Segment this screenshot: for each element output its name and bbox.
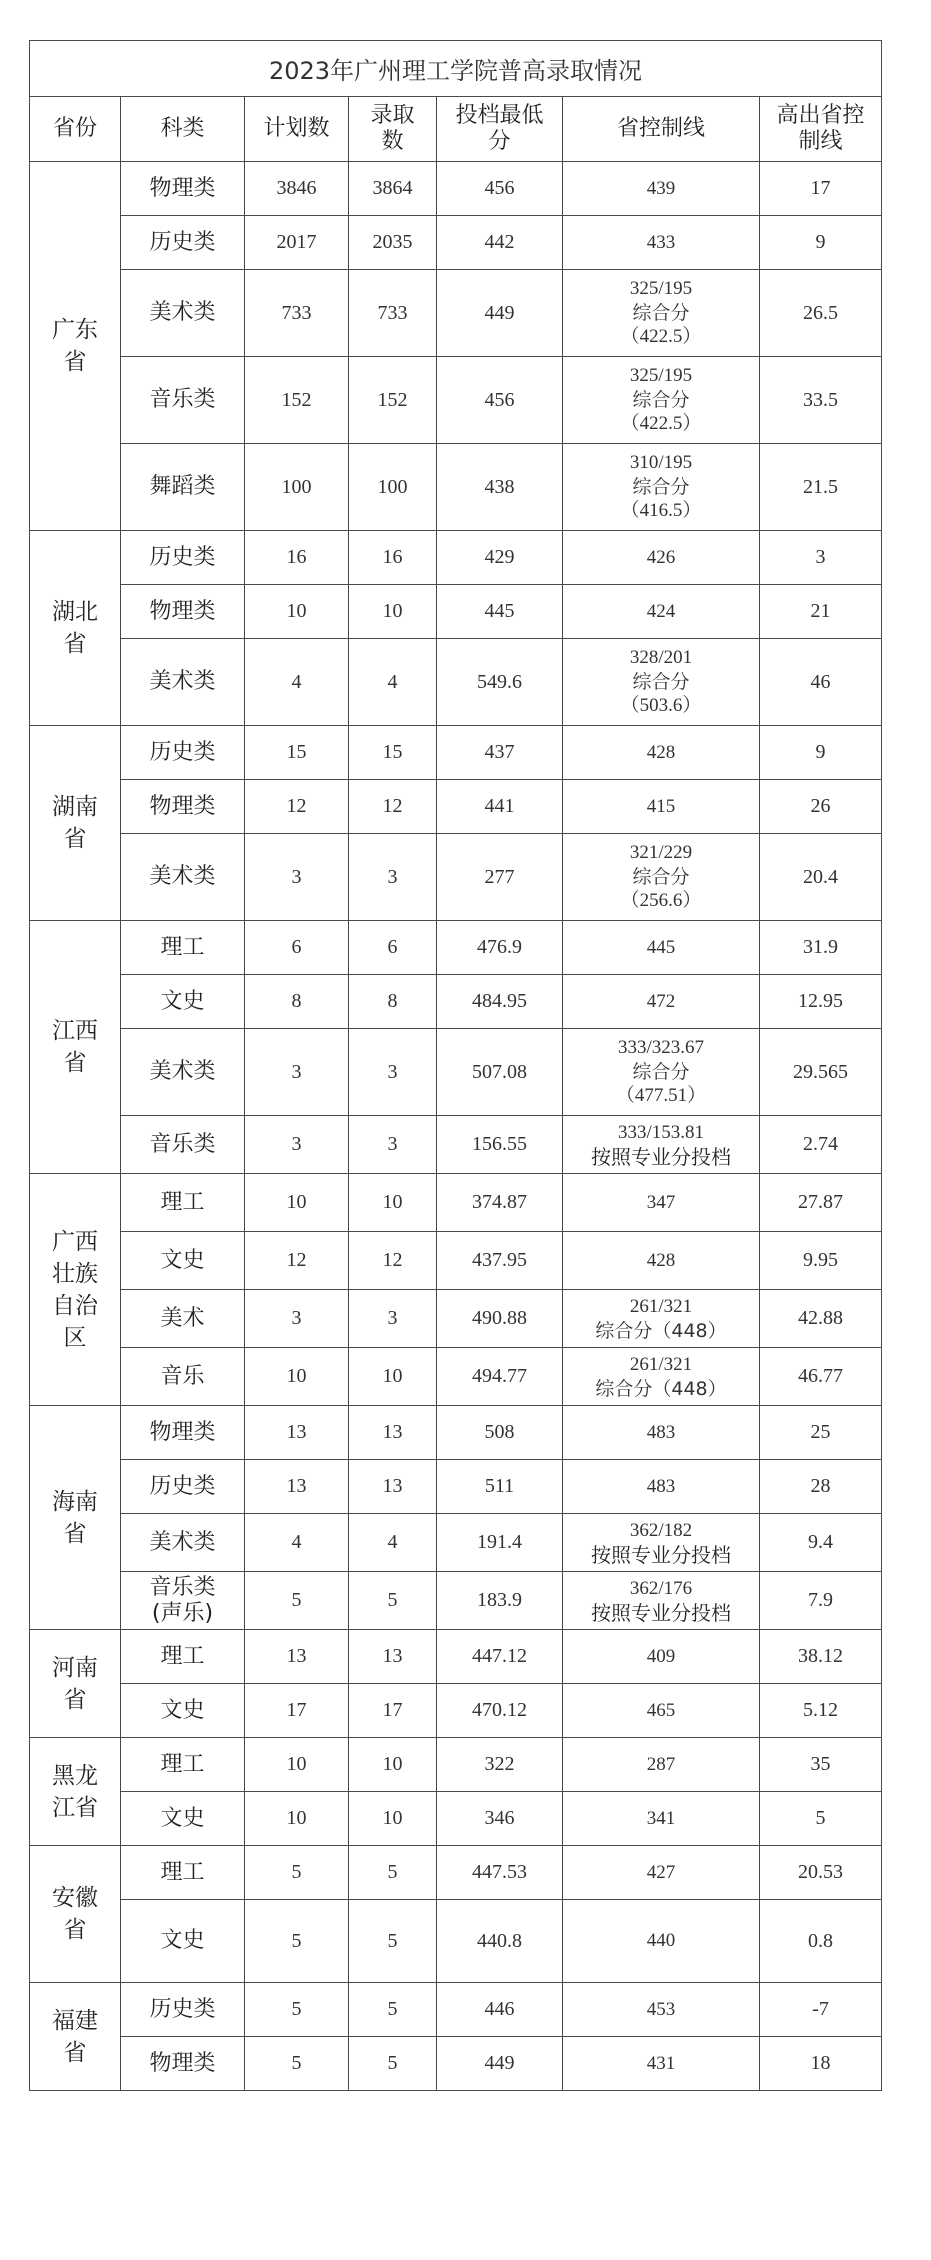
table-row [30,357,882,444]
control-line-text: （422.5） [620,326,702,347]
above-line-cell: 7.9 [760,1572,882,1630]
control-line-text: 综合分 [632,1061,690,1083]
above-line-cell: 25 [760,1406,882,1460]
admitted-count-cell: 10 [349,585,437,639]
table-row [30,921,882,975]
above-line-cell: 3 [760,531,882,585]
control-line-cell [563,1290,760,1348]
admitted-count-cell: 4 [349,639,437,726]
above-line-cell: 42.88 [760,1290,882,1348]
plan-count-cell: 16 [245,531,349,585]
category-cell: 理工 [121,1846,245,1900]
plan-count-cell: 15 [245,726,349,780]
control-line-text: 310/195 [629,452,693,473]
control-line-text: 328/201 [629,647,693,668]
min-score-cell: 490.88 [437,1290,563,1348]
province-cell: 广西 壮族 自治 区 [30,1174,121,1406]
min-score-cell: 476.9 [437,921,563,975]
min-score-cell: 456 [437,357,563,444]
category-cell: 物理类 [121,2037,245,2091]
category-cell: 音乐 [121,1348,245,1406]
control-line-text: 综合分 [632,866,690,888]
table-row [30,1029,882,1116]
admitted-count-cell: 10 [349,1174,437,1232]
control-line-text: 综合分 [632,671,690,693]
above-line-cell: 46 [760,639,882,726]
admitted-count-cell: 12 [349,1232,437,1290]
admitted-count-cell: 13 [349,1460,437,1514]
control-line-text: 472 [646,990,676,1012]
plan-count-cell: 10 [245,1792,349,1846]
table-row [30,975,882,1029]
control-line-text: 431 [646,2052,676,2074]
admitted-count-cell: 17 [349,1684,437,1738]
above-line-cell: 21 [760,585,882,639]
table-row [30,780,882,834]
admitted-count-cell: 152 [349,357,437,444]
table-row [30,1684,882,1738]
plan-count-cell: 10 [245,1738,349,1792]
control-line-text: 483 [646,1475,676,1497]
control-line-text: 321/229 [629,842,693,863]
province-cell: 江西 省 [30,921,121,1174]
category-cell: 物理类 [121,780,245,834]
above-line-cell: 12.95 [760,975,882,1029]
province-cell: 黑龙 江省 [30,1738,121,1846]
plan-count-cell: 4 [245,639,349,726]
plan-count-cell: 10 [245,1174,349,1232]
admitted-count-cell: 16 [349,531,437,585]
province-cell: 湖南 省 [30,726,121,921]
control-line-text: （477.51） [615,1085,707,1106]
control-line-cell [563,1406,760,1460]
province-cell: 福建 省 [30,1983,121,2091]
category-cell: 舞蹈类 [121,444,245,531]
admitted-count-cell: 8 [349,975,437,1029]
table-row [30,270,882,357]
category-cell: 美术类 [121,1514,245,1572]
admitted-count-cell: 5 [349,1846,437,1900]
above-line-cell: 26.5 [760,270,882,357]
category-cell: 文史 [121,1684,245,1738]
plan-count-cell: 12 [245,1232,349,1290]
above-line-cell: 26 [760,780,882,834]
min-score-cell: 449 [437,2037,563,2091]
table-row [30,1983,882,2037]
control-line-cell [563,1846,760,1900]
above-line-cell: 29.565 [760,1029,882,1116]
control-line-cell [563,357,760,444]
admitted-count-cell: 5 [349,1983,437,2037]
control-line-text: 362/182 [629,1519,693,1541]
min-score-cell: 470.12 [437,1684,563,1738]
admitted-count-cell: 15 [349,726,437,780]
category-cell: 历史类 [121,531,245,585]
plan-count-cell: 152 [245,357,349,444]
min-score-cell: 438 [437,444,563,531]
table-body [30,162,882,2091]
table-row [30,1460,882,1514]
control-line-text: 按照专业分投档 [591,1542,731,1567]
header-plan: 计划数 [245,97,349,162]
control-line-cell [563,1900,760,1983]
control-line-text: 409 [646,1645,676,1667]
control-line-text: 261/321 [629,1295,693,1317]
control-line-text: 433 [646,231,676,253]
min-score-cell: 549.6 [437,639,563,726]
table-row [30,1174,882,1232]
control-line-cell [563,1572,760,1630]
admitted-count-cell: 733 [349,270,437,357]
above-line-cell: 21.5 [760,444,882,531]
control-line-cell [563,921,760,975]
plan-count-cell: 13 [245,1406,349,1460]
plan-count-cell: 100 [245,444,349,531]
control-line-cell [563,270,760,357]
table-row [30,216,882,270]
plan-count-cell: 8 [245,975,349,1029]
province-cell: 广东 省 [30,162,121,531]
control-line-text: 287 [646,1753,676,1775]
table-row [30,1738,882,1792]
plan-count-cell: 733 [245,270,349,357]
control-line-cell [563,1174,760,1232]
admitted-count-cell: 13 [349,1406,437,1460]
control-line-cell [563,1684,760,1738]
admitted-count-cell: 3 [349,834,437,921]
plan-count-cell: 13 [245,1460,349,1514]
table-title: 2023年广州理工学院普高录取情况 [30,41,882,97]
province-cell: 河南 省 [30,1630,121,1738]
control-line-cell [563,1792,760,1846]
category-cell: 文史 [121,975,245,1029]
category-cell: 物理类 [121,162,245,216]
min-score-cell: 156.55 [437,1116,563,1174]
plan-count-cell: 6 [245,921,349,975]
min-score-cell: 507.08 [437,1029,563,1116]
control-line-cell [563,639,760,726]
above-line-cell: 18 [760,2037,882,2091]
min-score-cell: 440.8 [437,1900,563,1983]
above-line-cell: 38.12 [760,1630,882,1684]
control-line-text: 440 [646,1930,676,1951]
control-line-text: （503.6） [620,695,702,716]
province-cell: 海南 省 [30,1406,121,1630]
min-score-cell: 191.4 [437,1514,563,1572]
control-line-text: 341 [646,1807,676,1829]
control-line-text: 325/195 [629,278,693,299]
control-line-cell [563,780,760,834]
control-line-cell [563,834,760,921]
header-min-score: 投档最低 分 [437,97,563,162]
table-row [30,1572,882,1630]
above-line-cell: 5 [760,1792,882,1846]
plan-count-cell: 5 [245,2037,349,2091]
admission-sheet [29,40,881,2091]
above-line-cell: 9.4 [760,1514,882,1572]
table-row [30,585,882,639]
admitted-count-cell: 12 [349,780,437,834]
table-row [30,1406,882,1460]
control-line-text: 综合分（448） [595,1377,727,1400]
control-line-text: 428 [646,741,676,763]
plan-count-cell: 3846 [245,162,349,216]
admitted-count-cell: 6 [349,921,437,975]
above-line-cell: 2.74 [760,1116,882,1174]
control-line-text: 261/321 [629,1353,693,1375]
control-line-text: 428 [646,1249,676,1271]
above-line-cell: 20.53 [760,1846,882,1900]
control-line-text: 362/176 [629,1577,693,1599]
category-cell: 历史类 [121,216,245,270]
above-line-cell: 33.5 [760,357,882,444]
plan-count-cell: 5 [245,1572,349,1630]
table-row [30,2037,882,2091]
header-row [30,97,882,162]
control-line-cell [563,2037,760,2091]
category-cell: 美术类 [121,639,245,726]
category-cell: 历史类 [121,1460,245,1514]
table-row [30,531,882,585]
control-line-cell [563,1514,760,1572]
table-row [30,444,882,531]
admitted-count-cell: 3864 [349,162,437,216]
above-line-cell: 31.9 [760,921,882,975]
min-score-cell: 441 [437,780,563,834]
min-score-cell: 346 [437,1792,563,1846]
plan-count-cell: 2017 [245,216,349,270]
control-line-text: 465 [646,1699,676,1721]
table-row [30,1900,882,1983]
category-cell: 音乐类 (声乐) [121,1572,245,1630]
min-score-cell: 442 [437,216,563,270]
plan-count-cell: 3 [245,1290,349,1348]
category-cell: 物理类 [121,585,245,639]
admitted-count-cell: 3 [349,1116,437,1174]
above-line-cell: 35 [760,1738,882,1792]
table-row [30,1514,882,1572]
plan-count-cell: 10 [245,1348,349,1406]
admitted-count-cell: 5 [349,2037,437,2091]
min-score-cell: 494.77 [437,1348,563,1406]
min-score-cell: 446 [437,1983,563,2037]
plan-count-cell: 17 [245,1684,349,1738]
min-score-cell: 447.12 [437,1630,563,1684]
admission-table [29,40,882,2091]
plan-count-cell: 3 [245,1029,349,1116]
category-cell: 音乐类 [121,1116,245,1174]
control-line-cell [563,726,760,780]
control-line-text: 426 [646,546,676,568]
plan-count-cell: 5 [245,1846,349,1900]
plan-count-cell: 3 [245,1116,349,1174]
admitted-count-cell: 13 [349,1630,437,1684]
min-score-cell: 456 [437,162,563,216]
min-score-cell: 511 [437,1460,563,1514]
province-cell: 安徽 省 [30,1846,121,1983]
control-line-cell [563,1738,760,1792]
min-score-cell: 437 [437,726,563,780]
control-line-cell [563,162,760,216]
above-line-cell: 46.77 [760,1348,882,1406]
category-cell: 理工 [121,1174,245,1232]
min-score-cell: 437.95 [437,1232,563,1290]
control-line-text: 综合分 [632,476,690,498]
min-score-cell: 484.95 [437,975,563,1029]
control-line-text: 445 [646,936,676,958]
control-line-text: 综合分（448） [595,1319,727,1342]
control-line-text: 427 [646,1861,676,1883]
above-line-cell: 27.87 [760,1174,882,1232]
control-line-text: 424 [646,600,676,622]
admitted-count-cell: 2035 [349,216,437,270]
category-cell: 物理类 [121,1406,245,1460]
category-cell: 理工 [121,1738,245,1792]
category-cell: 理工 [121,921,245,975]
plan-count-cell: 5 [245,1983,349,2037]
plan-count-cell: 4 [245,1514,349,1572]
above-line-cell: 28 [760,1460,882,1514]
control-line-cell [563,1029,760,1116]
above-line-cell: 17 [760,162,882,216]
table-row [30,1116,882,1174]
control-line-text: （422.5） [620,413,702,434]
admitted-count-cell: 10 [349,1348,437,1406]
category-cell: 美术 [121,1290,245,1348]
min-score-cell: 449 [437,270,563,357]
control-line-cell [563,531,760,585]
admitted-count-cell: 10 [349,1738,437,1792]
control-line-cell [563,444,760,531]
header-above-line: 高出省控 制线 [760,97,882,162]
min-score-cell: 447.53 [437,1846,563,1900]
admitted-count-cell: 4 [349,1514,437,1572]
min-score-cell: 374.87 [437,1174,563,1232]
control-line-cell [563,1116,760,1174]
min-score-cell: 183.9 [437,1572,563,1630]
category-cell: 理工 [121,1630,245,1684]
table-row [30,1792,882,1846]
control-line-text: （416.5） [620,500,702,521]
control-line-cell [563,1630,760,1684]
control-line-text: 439 [646,177,676,199]
plan-count-cell: 12 [245,780,349,834]
min-score-cell: 277 [437,834,563,921]
category-cell: 音乐类 [121,357,245,444]
admitted-count-cell: 3 [349,1290,437,1348]
control-line-text: 483 [646,1421,676,1443]
header-control-line: 省控制线 [563,97,760,162]
control-line-cell [563,585,760,639]
control-line-text: 453 [646,1998,676,2020]
control-line-text: 415 [646,795,676,817]
above-line-cell: -7 [760,1983,882,2037]
above-line-cell: 9 [760,216,882,270]
control-line-text: 333/323.67 [617,1037,705,1058]
control-line-cell [563,1232,760,1290]
table-row [30,1348,882,1406]
province-cell: 湖北 省 [30,531,121,726]
admitted-count-cell: 10 [349,1792,437,1846]
above-line-cell: 20.4 [760,834,882,921]
table-row [30,162,882,216]
above-line-cell: 9.95 [760,1232,882,1290]
plan-count-cell: 3 [245,834,349,921]
control-line-text: 综合分 [632,302,690,324]
category-cell: 美术类 [121,834,245,921]
min-score-cell: 322 [437,1738,563,1792]
table-row [30,1630,882,1684]
control-line-cell [563,1460,760,1514]
header-category: 科类 [121,97,245,162]
header-admitted: 录取 数 [349,97,437,162]
control-line-cell [563,975,760,1029]
control-line-cell [563,1983,760,2037]
control-line-cell [563,216,760,270]
table-row [30,1232,882,1290]
plan-count-cell: 13 [245,1630,349,1684]
table-row [30,726,882,780]
category-cell: 历史类 [121,726,245,780]
admitted-count-cell: 5 [349,1572,437,1630]
admitted-count-cell: 5 [349,1900,437,1983]
category-cell: 历史类 [121,1983,245,2037]
control-line-text: （256.6） [620,890,702,911]
min-score-cell: 429 [437,531,563,585]
category-cell: 文史 [121,1232,245,1290]
header-province: 省份 [30,97,121,162]
min-score-cell: 508 [437,1406,563,1460]
control-line-text: 347 [646,1191,676,1213]
category-cell: 文史 [121,1900,245,1983]
table-row [30,834,882,921]
control-line-text: 综合分 [632,389,690,411]
control-line-text: 按照专业分投档 [591,1600,731,1625]
control-line-text: 按照专业分投档 [591,1144,731,1169]
control-line-text: 333/153.81 [617,1121,705,1143]
category-cell: 美术类 [121,1029,245,1116]
admitted-count-cell: 3 [349,1029,437,1116]
table-row [30,1846,882,1900]
above-line-cell: 0.8 [760,1900,882,1983]
min-score-cell: 445 [437,585,563,639]
control-line-text: 325/195 [629,365,693,386]
admitted-count-cell: 100 [349,444,437,531]
plan-count-cell: 5 [245,1900,349,1983]
category-cell: 文史 [121,1792,245,1846]
category-cell: 美术类 [121,270,245,357]
plan-count-cell: 10 [245,585,349,639]
table-row [30,639,882,726]
table-row [30,1290,882,1348]
above-line-cell: 5.12 [760,1684,882,1738]
control-line-cell [563,1348,760,1406]
above-line-cell: 9 [760,726,882,780]
